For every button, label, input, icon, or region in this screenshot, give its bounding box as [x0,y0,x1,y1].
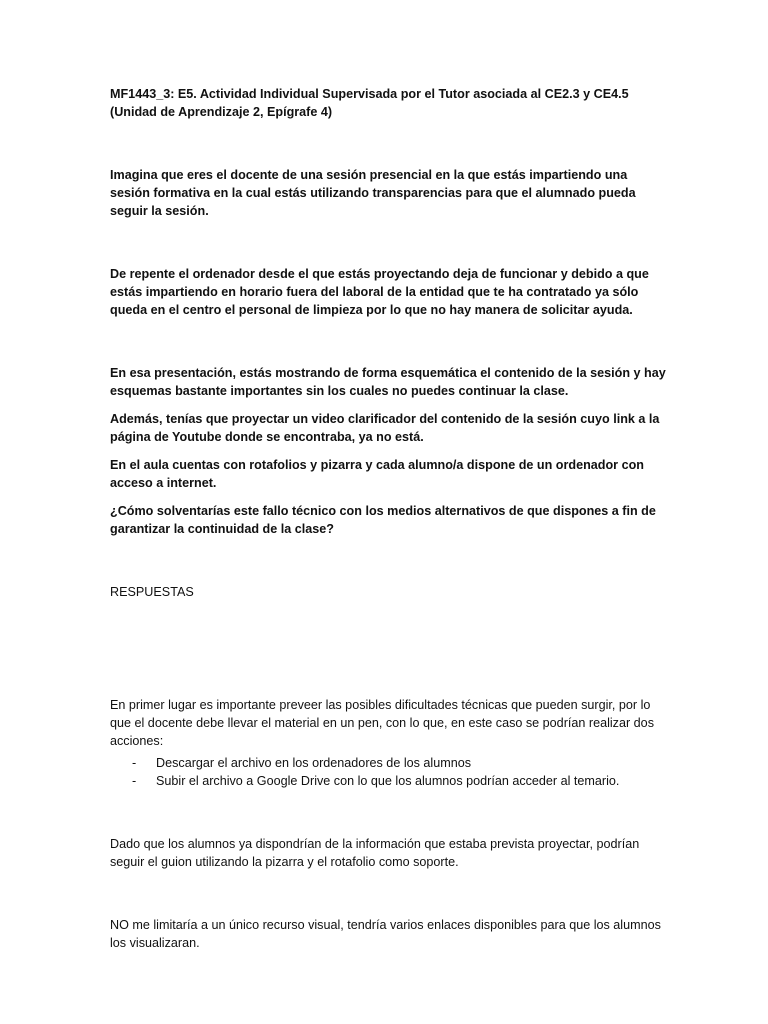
document-title-line-1: MF1443_3: E5. Actividad Individual Supervisada por el Tutor asociada al CE2.3 y CE4.5 [110,87,629,101]
list-item [110,772,666,790]
scenario-paragraph-2: De repente el ordenador desde el que estás proyectando deja de funcionar y debido a que estás impartiendo en horario fuera del laboral de la entidad que te ha contratado ya sólo queda en el centro el personal de limpieza por lo que no hay manera de solicitar ayuda. [110,267,649,317]
answers-bullet-list [110,754,666,790]
scenario-paragraph-3: En esa presentación, estás mostrando de forma esquemática el contenido de la sesión y hay esquemas bastante importantes sin los cuales no puedes continuar la clase. [110,366,666,398]
scenario-question: ¿Cómo solventarías este fallo técnico con los medios alternativos de que dispones a fin de garantizar la continuidad de la clase? [110,504,656,536]
answers-intro: En primer lugar es importante preveer las posibles dificultades técnicas que pueden surgir, por lo que el docente debe llevar el material en un pen, con lo que, en este caso se podrían realizar dos acciones: [110,698,654,748]
scenario-paragraph-5: En el aula cuentas con rotafolios y pizarra y cada alumno/a dispone de un ordenador con acceso a internet. [110,458,644,490]
scenario-paragraph-1: Imagina que eres el docente de una sesión presencial en la que estás impartiendo una sesión formativa en la cual estás utilizando transparencias para que el alumnado pueda seguir la sesión. [110,168,636,218]
answers-paragraph-3: NO me limitaría a un único recurso visual, tendría varios enlaces disponibles para que los alumnos los visualizaran. [110,918,661,950]
document-title-line-2: (Unidad de Aprendizaje 2, Epígrafe 4) [110,105,333,119]
bullet-text: Descargar el archivo en los ordenadores de los alumnos [156,756,472,770]
answers-paragraph-2: Dado que los alumnos ya dispondrían de la información que estaba prevista proyectar, podrían seguir el guion utilizando la pizarra y el rotafolio como soporte. [110,837,640,869]
bullet-text: Subir el archivo a Google Drive con lo que los alumnos podrían acceder al temario. [156,774,620,788]
scenario-paragraph-4: Además, tenías que proyectar un video clarificador del contenido de la sesión cuyo link a la página de Youtube donde se encontraba, ya no está. [110,412,660,444]
bullet-dash: - [132,774,137,788]
document-page [110,85,666,952]
answers-heading: RESPUESTAS [110,585,194,599]
list-item [110,754,666,772]
bullet-dash: - [132,756,137,770]
